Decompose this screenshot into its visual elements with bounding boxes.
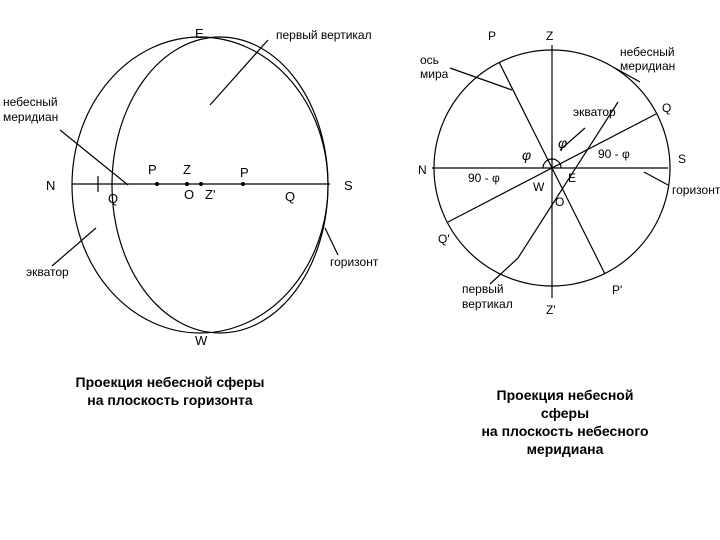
right-label-first-vertical-2: вертикал	[462, 297, 513, 311]
right-label-o: O	[555, 195, 565, 209]
left-point-o	[199, 182, 203, 186]
right-label-ninety-phi: 90 - φ	[598, 147, 630, 161]
left-label-n: N	[46, 178, 56, 193]
left-label-q-left: Q	[108, 191, 119, 206]
left-label-equator: экватор	[26, 265, 69, 279]
left-caption-line-2: на плоскость горизонта	[87, 392, 253, 408]
right-caption-line-3: на плоскость небесного	[481, 423, 649, 439]
right-label-axis-2: мира	[420, 67, 449, 81]
left-label-horizon: горизонт	[330, 255, 379, 269]
left-label-o: O	[184, 187, 195, 202]
left-caption	[40, 373, 300, 409]
left-point-p1	[155, 182, 159, 186]
right-label-meridian-1: небесный	[620, 45, 675, 59]
right-label-e: E	[568, 171, 577, 185]
left-label-meridian-1: небесный	[3, 95, 58, 109]
right-label-q: Q	[662, 101, 672, 115]
right-label-z: Z	[546, 29, 554, 43]
right-axis-leader	[450, 68, 512, 90]
right-label-q-prime: Q'	[438, 232, 450, 246]
right-label-s: S	[678, 152, 687, 166]
right-label-p: P	[488, 29, 497, 43]
left-caption-line-1: Проекция небесной сферы	[75, 374, 265, 390]
left-label-z: Z	[183, 162, 191, 177]
right-label-p-prime: P'	[612, 283, 623, 297]
left-label-p-left: P	[148, 162, 157, 177]
left-label-z-prime: Z'	[205, 187, 216, 202]
right-caption-line-1: Проекция небесной	[496, 387, 634, 403]
right-label-ninety-minus-phi: 90 - φ	[468, 171, 500, 185]
right-label-n: N	[418, 163, 427, 177]
left-label-e: E	[195, 26, 204, 41]
right-label-axis-1: ось	[420, 53, 439, 67]
right-horizon-leader	[644, 172, 668, 185]
left-point-z	[185, 182, 189, 186]
right-label-first-vertical-1: первый	[462, 282, 504, 296]
right-label-horizon: горизонт	[672, 183, 720, 197]
right-label-equator: экватор	[573, 105, 616, 119]
right-caption	[440, 386, 690, 458]
left-label-q-right: Q	[285, 189, 296, 204]
left-label-first-vertical: первый вертикал	[276, 28, 372, 42]
left-label-s: S	[344, 178, 353, 193]
right-label-w: W	[533, 180, 545, 194]
left-label-w: W	[195, 333, 208, 348]
left-equator-ellipse	[112, 37, 328, 333]
left-labels	[3, 26, 379, 348]
left-horizon-leader	[325, 228, 338, 255]
right-caption-line-2: сферы	[540, 405, 590, 421]
left-diagram	[52, 37, 338, 333]
left-label-p-right: P	[240, 165, 249, 180]
right-label-phi-2: φ	[558, 135, 568, 151]
right-label-phi-1: φ	[522, 147, 532, 163]
left-point-p2	[241, 182, 245, 186]
right-label-meridian-2: меридиан	[620, 59, 676, 73]
left-first-vertical-leader	[210, 40, 268, 105]
right-label-z-prime: Z'	[546, 303, 556, 317]
right-caption-line-4: меридиана	[526, 441, 604, 457]
left-label-meridian-2: меридиан	[3, 110, 59, 124]
